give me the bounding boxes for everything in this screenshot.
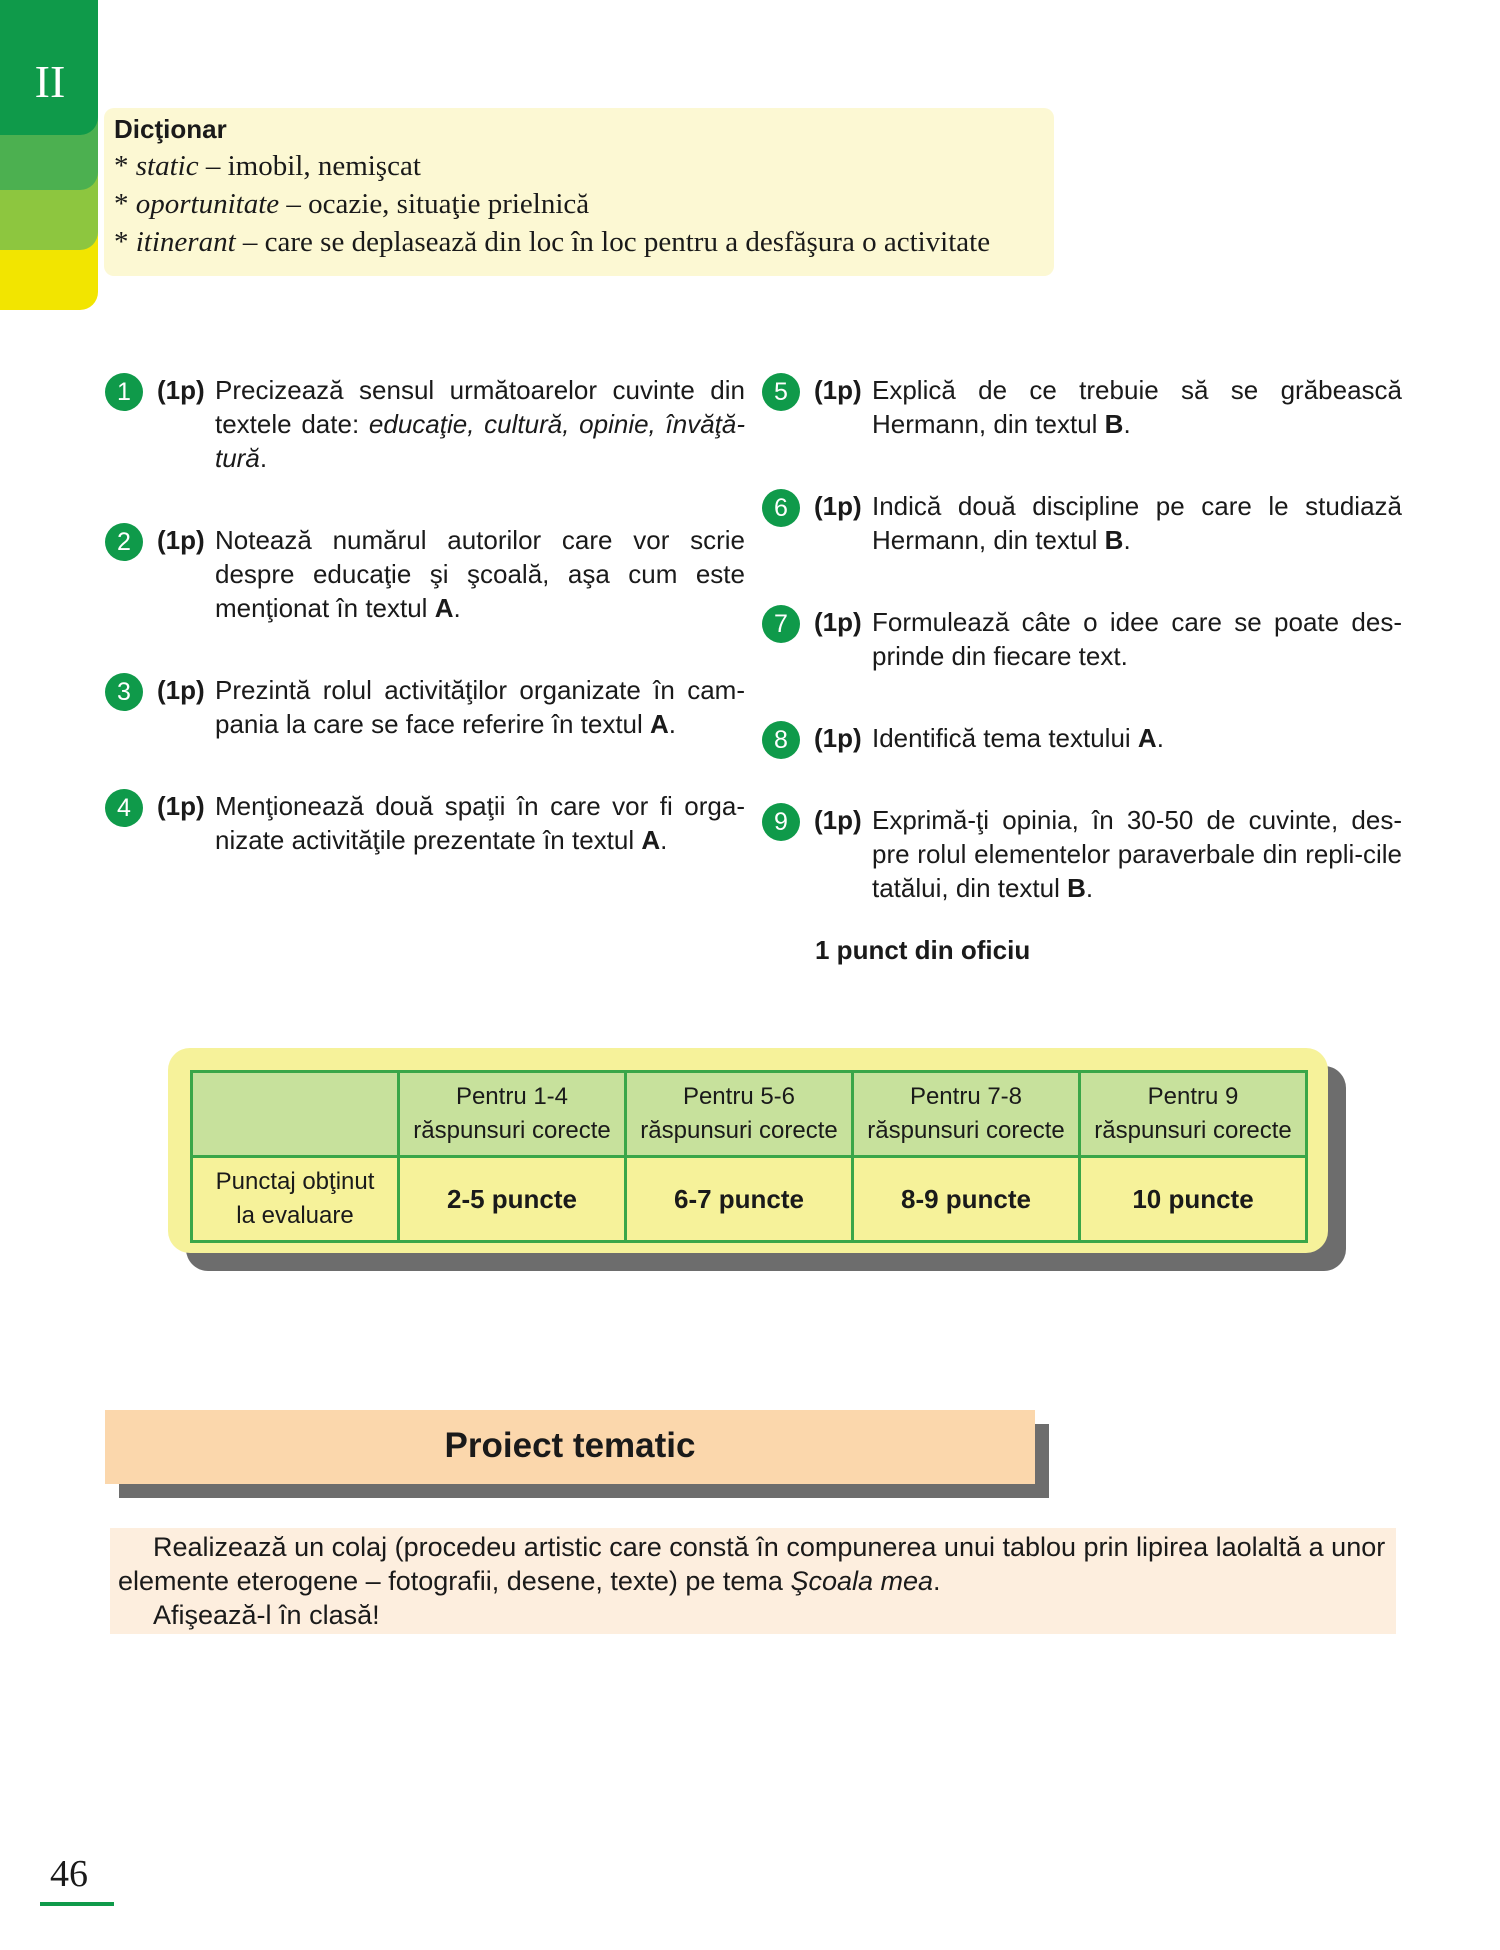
score-table-header [626, 1072, 853, 1157]
score-table-corner [192, 1072, 399, 1157]
question-number: 2 [105, 523, 143, 561]
question-points: (1p) [814, 375, 862, 405]
question-text [215, 523, 745, 625]
question-text-ref: B [1104, 525, 1124, 555]
question-text [872, 605, 1402, 673]
header-line: Pentru 5-6 [682, 1083, 796, 1110]
question-text-end: . [668, 709, 677, 739]
row-label-line: Punctaj obţinut [215, 1168, 375, 1195]
row-label-line: la evaluare [236, 1202, 354, 1229]
question-text-part: Formulează câte o idee care se poate des-prinde din fiecare text. [872, 607, 1402, 671]
dictionary-definition: imobil, nemişcat [227, 150, 421, 182]
question-text [872, 721, 1402, 755]
project-title: Proiect tematic [444, 1426, 696, 1465]
question-text-end: . [660, 825, 668, 855]
question-number: 4 [105, 789, 143, 827]
question-number: 1 [105, 373, 143, 411]
project-banner [105, 1410, 1035, 1484]
score-value: 2-5 puncte [399, 1157, 626, 1242]
question-text-end: . [1123, 525, 1131, 555]
question-number: 9 [762, 803, 800, 841]
question-points: (1p) [157, 375, 205, 405]
dictionary-term: itinerant [135, 226, 236, 258]
score-table-header [399, 1072, 626, 1157]
score-value: 8-9 puncte [853, 1157, 1080, 1242]
dictionary-term: static [135, 150, 199, 182]
question-text-end: . [259, 443, 268, 473]
header-line: răspunsuri corecte [867, 1117, 1065, 1144]
page-number: 46 [50, 1853, 88, 1895]
question-text-end: . [1123, 409, 1131, 439]
score-table-row [192, 1157, 1307, 1242]
project-text-line: Realizează un colaj (procedeu artistic care constă în compunerea unui tablou prin lipirea laolaltă a unor [153, 1532, 1386, 1562]
chapter-label: II [34, 56, 66, 107]
project-theme: Şcoala mea [790, 1566, 934, 1596]
score-table-header-row [192, 1072, 1307, 1157]
project-box [110, 1528, 1396, 1634]
question-text [872, 373, 1402, 441]
question-text [872, 803, 1402, 905]
score-table-header [853, 1072, 1080, 1157]
header-line: Pentru 9 [1147, 1083, 1239, 1110]
question-italic-words: educaţie, cultură, opinie, învăţă-tură [215, 409, 745, 473]
header-line: răspunsuri corecte [1094, 1117, 1292, 1144]
dictionary-entry: * oportunitate – ocazie, situaţie prielnică [114, 188, 590, 220]
question-text-ref: A [434, 593, 454, 623]
question-points: (1p) [814, 723, 862, 753]
header-line: răspunsuri corecte [413, 1117, 611, 1144]
question-text-ref: B [1104, 409, 1124, 439]
project-text-part: elemente eterogene – fotografii, desene, texte) pe tema [118, 1566, 791, 1596]
question-text-part: Menţionează două spaţii în care vor fi orga-nizate activităţile prezentate în textul [215, 791, 745, 855]
chapter-tab [0, 0, 100, 310]
dictionary-title: Dicţionar [114, 114, 227, 144]
dictionary-definition: ocazie, situaţie prielnică [308, 188, 590, 220]
question-points: (1p) [814, 805, 862, 835]
dictionary-entry: * itinerant – care se deplasează din loc în loc pentru a desfăşura o activitate [114, 226, 991, 258]
dictionary-entry: * static – imobil, nemişcat [114, 150, 421, 182]
question-number: 3 [105, 673, 143, 711]
question-points: (1p) [814, 607, 862, 637]
question-text-part: Explică de ce trebuie să se grăbească Hermann, din textul [872, 375, 1402, 439]
question-text [215, 789, 745, 857]
question-points: (1p) [157, 525, 205, 555]
project-text-line: Afişează-l în clasă! [153, 1600, 380, 1630]
question-points: (1p) [157, 675, 205, 705]
header-line: Pentru 1-4 [455, 1083, 569, 1110]
question-text [872, 489, 1402, 557]
question-text-ref: B [1067, 873, 1086, 903]
question-points: (1p) [157, 791, 205, 821]
question-text-part: Notează numărul autorilor care vor scrie despre educaţie şi şcoală, aşa cum este menţionat în textul [215, 525, 745, 623]
score-row-label [192, 1157, 399, 1242]
score-table-header [1080, 1072, 1307, 1157]
question-text-part: Prezintă rolul activităţilor organizate în cam-pania la care se face referire în textul [215, 675, 745, 739]
question-text-part: Exprimă-ţi opinia, în 30-50 de cuvinte, des-pre rolul elementelor paraverbale din repli-cile tatălui, din textul [872, 805, 1402, 903]
question-number: 5 [762, 373, 800, 411]
question-number: 7 [762, 605, 800, 643]
oficiu-note: 1 punct din oficiu [815, 935, 1031, 965]
question-text-end: . [1156, 723, 1164, 753]
question-text-ref: A [650, 709, 669, 739]
page-number-underline [40, 1902, 114, 1906]
score-value: 10 puncte [1080, 1157, 1307, 1242]
dictionary-term: oportunitate [135, 188, 280, 220]
score-value: 6-7 puncte [626, 1157, 853, 1242]
project-text-line [118, 1566, 941, 1597]
question-text-part: Identifică tema textului [872, 723, 1138, 753]
question-text-ref: A [1137, 723, 1157, 753]
question-text-end: . [1085, 873, 1094, 903]
question-text-end: . [453, 593, 461, 623]
question-points: (1p) [814, 491, 862, 521]
header-line: răspunsuri corecte [640, 1117, 838, 1144]
question-text-ref: A [641, 825, 661, 855]
question-text [215, 373, 745, 475]
question-number: 8 [762, 721, 800, 759]
question-text-part: Indică două discipline pe care le studiază Hermann, din textul [872, 491, 1402, 555]
dictionary-definition: care se deplasează din loc în loc pentru a desfăşura o activitate [264, 226, 991, 258]
score-table [190, 1070, 1308, 1243]
header-line: Pentru 7-8 [909, 1083, 1023, 1110]
dictionary-box [104, 108, 1054, 276]
score-table-panel [168, 1048, 1328, 1253]
question-text [215, 673, 745, 741]
project-text-end: . [933, 1566, 941, 1596]
question-number: 6 [762, 489, 800, 527]
question-text-part: Precizează sensul următoarelor cuvinte din textele date: [215, 375, 745, 439]
